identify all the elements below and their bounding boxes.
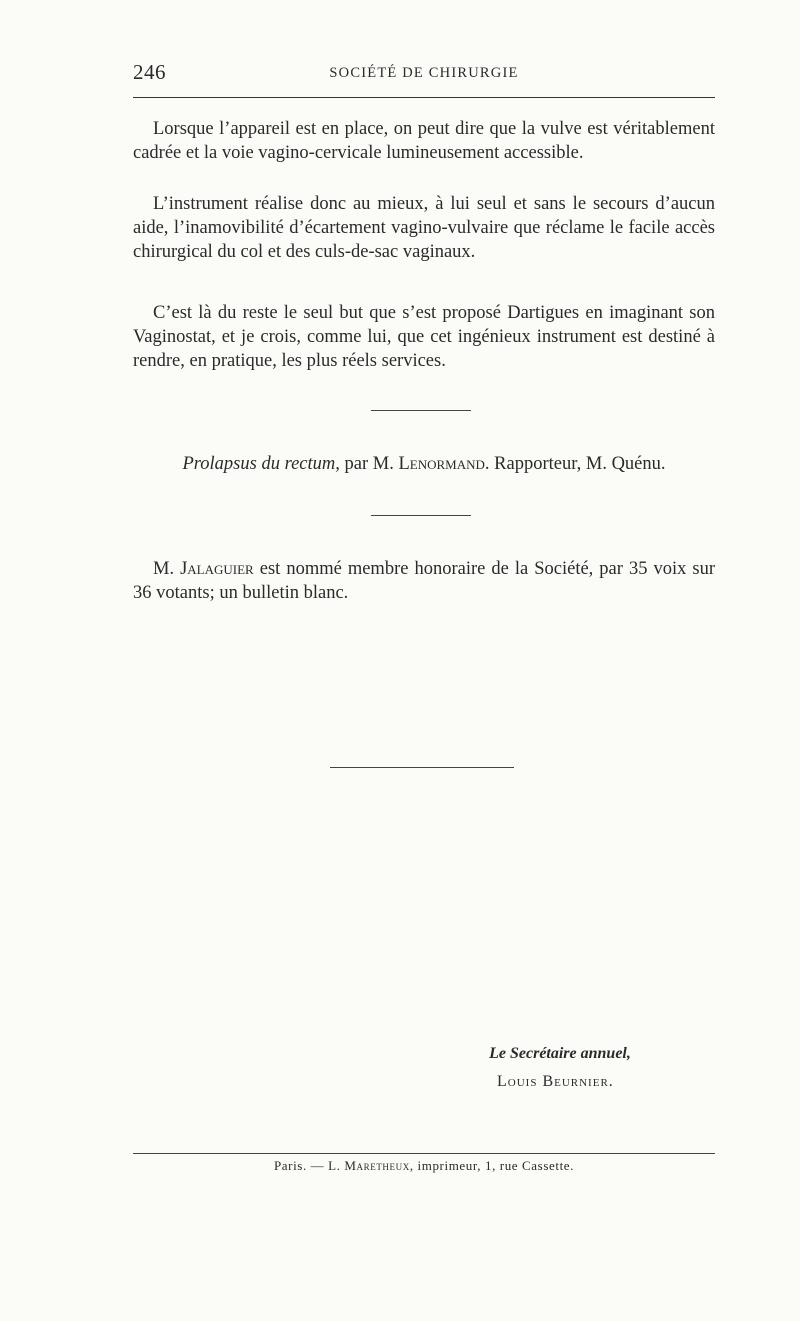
paragraph-3: C’est là du reste le seul but que s’est proposé Dartigues en imaginant son Vaginostat, et je crois, comme lui, que cet ingénieux instrument est destiné à rendre, en pratique, les plus réels services. bbox=[133, 303, 715, 371]
imprint-address: , imprimeur, 1, rue Cassette. bbox=[409, 1158, 575, 1173]
section-divider bbox=[371, 410, 471, 411]
page-number: 246 bbox=[133, 60, 166, 84]
election-text: est nommé membre honoraire de la Société, par 35 voix sur 36 votants; un bulletin blanc. bbox=[133, 559, 715, 603]
paragraph-2: L’instrument réalise donc au mieux, à lui seul et sans le secours d’aucun aide, l’inamovibilité d’écartement vagino-vulvaire que réclame le facile accès chirurgical du col et des culs-de-sac vaginaux. bbox=[133, 194, 715, 262]
report-by: par M. bbox=[339, 454, 399, 474]
signature-block bbox=[470, 1045, 670, 1091]
running-title: SOCIÉTÉ DE CHIRURGIE bbox=[329, 65, 519, 81]
report-announcement bbox=[133, 452, 715, 476]
header-rule bbox=[133, 97, 715, 98]
report-title: Prolapsus du rectum, bbox=[182, 454, 340, 474]
election-prefix: M. bbox=[153, 559, 181, 579]
section-divider bbox=[371, 515, 471, 516]
printer-imprint bbox=[133, 1158, 715, 1174]
imprint-printer: Maretheux bbox=[344, 1158, 410, 1173]
report-rapporteur: . Rapporteur, M. Quénu. bbox=[484, 454, 666, 474]
paragraph-1: Lorsque l’appareil est en place, on peut dire que la vulve est véritablement cadrée et la voie vagino-cervicale lumineusement accessible. bbox=[133, 119, 715, 163]
election-paragraph bbox=[133, 557, 715, 605]
running-head bbox=[133, 60, 715, 88]
end-rule bbox=[330, 767, 514, 768]
imprint-city: Paris. — L. bbox=[273, 1158, 345, 1173]
report-author: Lenormand bbox=[398, 454, 485, 474]
election-name: Jalaguier bbox=[180, 559, 254, 579]
signature-name: Louis Beurnier. bbox=[497, 1073, 614, 1090]
footer-rule bbox=[133, 1153, 715, 1154]
signature-role: Le Secrétaire annuel, bbox=[489, 1045, 631, 1062]
